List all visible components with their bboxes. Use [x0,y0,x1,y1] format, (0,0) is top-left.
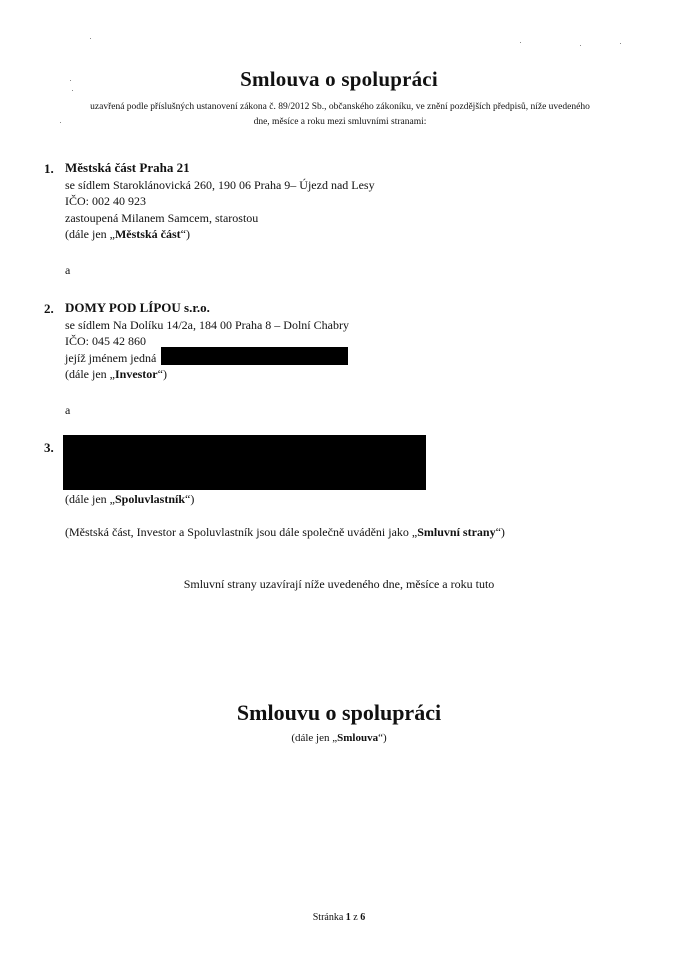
footer-current-page: 1 [345,912,351,923]
document-title: Smlouva o spolupráci [240,67,438,91]
party-1-number: 1. [44,161,54,176]
party-1-alias: (dále jen „Městská část“) [65,227,190,241]
agreement-line: Smluvní strany uzavírají níže uvedeného dne, měsíce a roku tuto [183,577,495,591]
party-2-number: 2. [44,301,54,316]
party-2-ico: IČO: 045 42 860 [65,334,146,348]
connector-1: a [65,263,71,277]
intro-line-2: dne, měsíce a roku mezi smluvními stranami: [253,117,427,127]
scan-speck [620,43,621,44]
party-1 [65,160,375,243]
party-1-name: Městská část Praha 21 [65,160,190,175]
scan-speck [520,42,521,43]
contract-alias: (dále jen „Smlouva“) [291,732,387,744]
contract-title: Smlouvu o spolupráci [236,700,442,725]
parties-summary: (Městská část, Investor a Spoluvlastník jsou dále společně uváděni jako „Smluvní strany“) [65,525,505,539]
scan-speck [90,38,91,39]
intro-line-1: uzavřená podle příslušných ustanovení zákona č. 89/2012 Sb., občanského zákoníku, ve znění pozdějších předpisů, níže uvedeného [90,102,590,112]
page-footer: Stránka 1 z 6 [312,912,366,923]
party-1-ico: IČO: 002 40 923 [65,194,146,208]
connector-2: a [65,403,71,417]
footer-total-pages: 6 [360,912,366,923]
party-1-representation: zastoupená Milanem Samcem, starostou [65,210,259,225]
party-3-number: 3. [44,440,54,455]
party-3-alias: (dále jen „Spoluvlastník“) [65,492,195,506]
party-2-alias: (dále jen „Investor“) [65,367,167,381]
party-2-representation: jejíž jménem jedná [65,350,157,365]
document-intro [55,100,625,130]
redaction-block [63,435,426,490]
party-2 [65,300,349,383]
scan-speck [580,45,581,46]
party-2-name: DOMY POD LÍPOU s.r.o. [65,300,210,315]
party-2-seat: se sídlem Na Dolíku 14/2a, 184 00 Praha 8 – Dolní Chabry [65,317,349,332]
redaction-block [161,347,348,365]
party-1-seat: se sídlem Staroklánovická 260, 190 06 Praha 9– Újezd nad Lesy [65,177,375,192]
